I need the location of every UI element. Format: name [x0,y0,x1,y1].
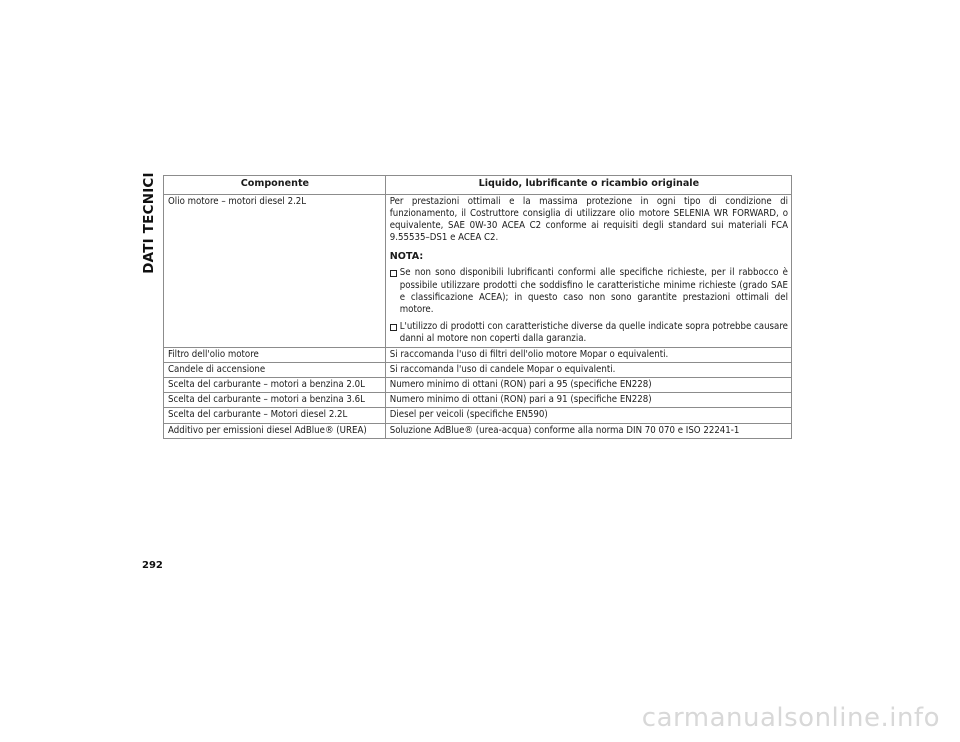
cell-description: Si raccomanda l'uso di filtri dell'olio motore Mopar o equivalenti. [385,348,791,363]
description-text: Per prestazioni ottimali e la massima protezione in ogni tipo di condizione di funzionamento, il Costruttore consiglia di utilizzare olio motore SELENIA WR FORWARD, o equivalente, SAE 0W-30 ACEA C2 conforme ai requisiti degli standard sui materiali FCA 9.55535–DS1 e ACEA C2. [389,196,788,244]
note-item [390,267,788,315]
table-row [164,378,792,393]
section-title [139,171,159,274]
cell-description: Numero minimo di ottani (RON) pari a 95 (specifiche EN228) [385,378,791,393]
note-label: NOTA: [389,251,424,263]
cell-component: Candele di accensione [164,363,386,378]
page-number: 292 [142,560,163,571]
fluids-table [163,175,792,439]
cell-description: Numero minimo di ottani (RON) pari a 91 (specifiche EN228) [385,393,791,408]
table-row [164,195,792,348]
cell-description: Si raccomanda l'uso di candele Mopar o equivalenti. [385,363,791,378]
cell-component: Filtro dell'olio motore [164,348,386,363]
watermark-link[interactable]: carmanualsonline.info [641,703,940,733]
note-text: L'utilizzo di prodotti con caratteristiche diverse da quelle indicate sopra potrebbe causare danni al motore non coperti dalla garanzia. [399,320,788,344]
table-row [164,393,792,408]
checkbox-square-icon [390,270,397,277]
table-row [164,363,792,378]
table-row [164,408,792,423]
note-list [390,267,788,345]
cell-description: Diesel per veicoli (specifiche EN590) [385,408,791,423]
note-item [390,321,788,345]
cell-description: Soluzione AdBlue® (urea-acqua) conforme alla norma DIN 70 070 e ISO 22241-1 [385,423,791,438]
section-title-text: DATI TECNICI [141,171,157,274]
column-header-component: Componente [164,176,386,195]
table-row [164,423,792,438]
cell-component: Additivo per emissioni diesel AdBlue® (UREA) [164,423,386,438]
cell-component: Olio motore – motori diesel 2.2L [164,195,386,348]
table-header-row [164,176,792,195]
checkbox-square-icon [390,324,397,331]
cell-component: Scelta del carburante – motori a benzina 2.0L [164,378,386,393]
cell-component: Scelta del carburante – motori a benzina 3.6L [164,393,386,408]
column-header-fluid: Liquido, lubrificante o ricambio originale [385,176,791,195]
cell-description [385,195,791,348]
table-row [164,348,792,363]
note-text: Se non sono disponibili lubrificanti conformi alle specifiche richieste, per il rabbocco è possibile utilizzare prodotti che soddisfino le caratteristiche minime richieste (grado SAE e classificazione ACEA); in questo caso non sono garantite prestazioni ottimali del motore. [399,267,788,315]
cell-component: Scelta del carburante – Motori diesel 2.2L [164,408,386,423]
